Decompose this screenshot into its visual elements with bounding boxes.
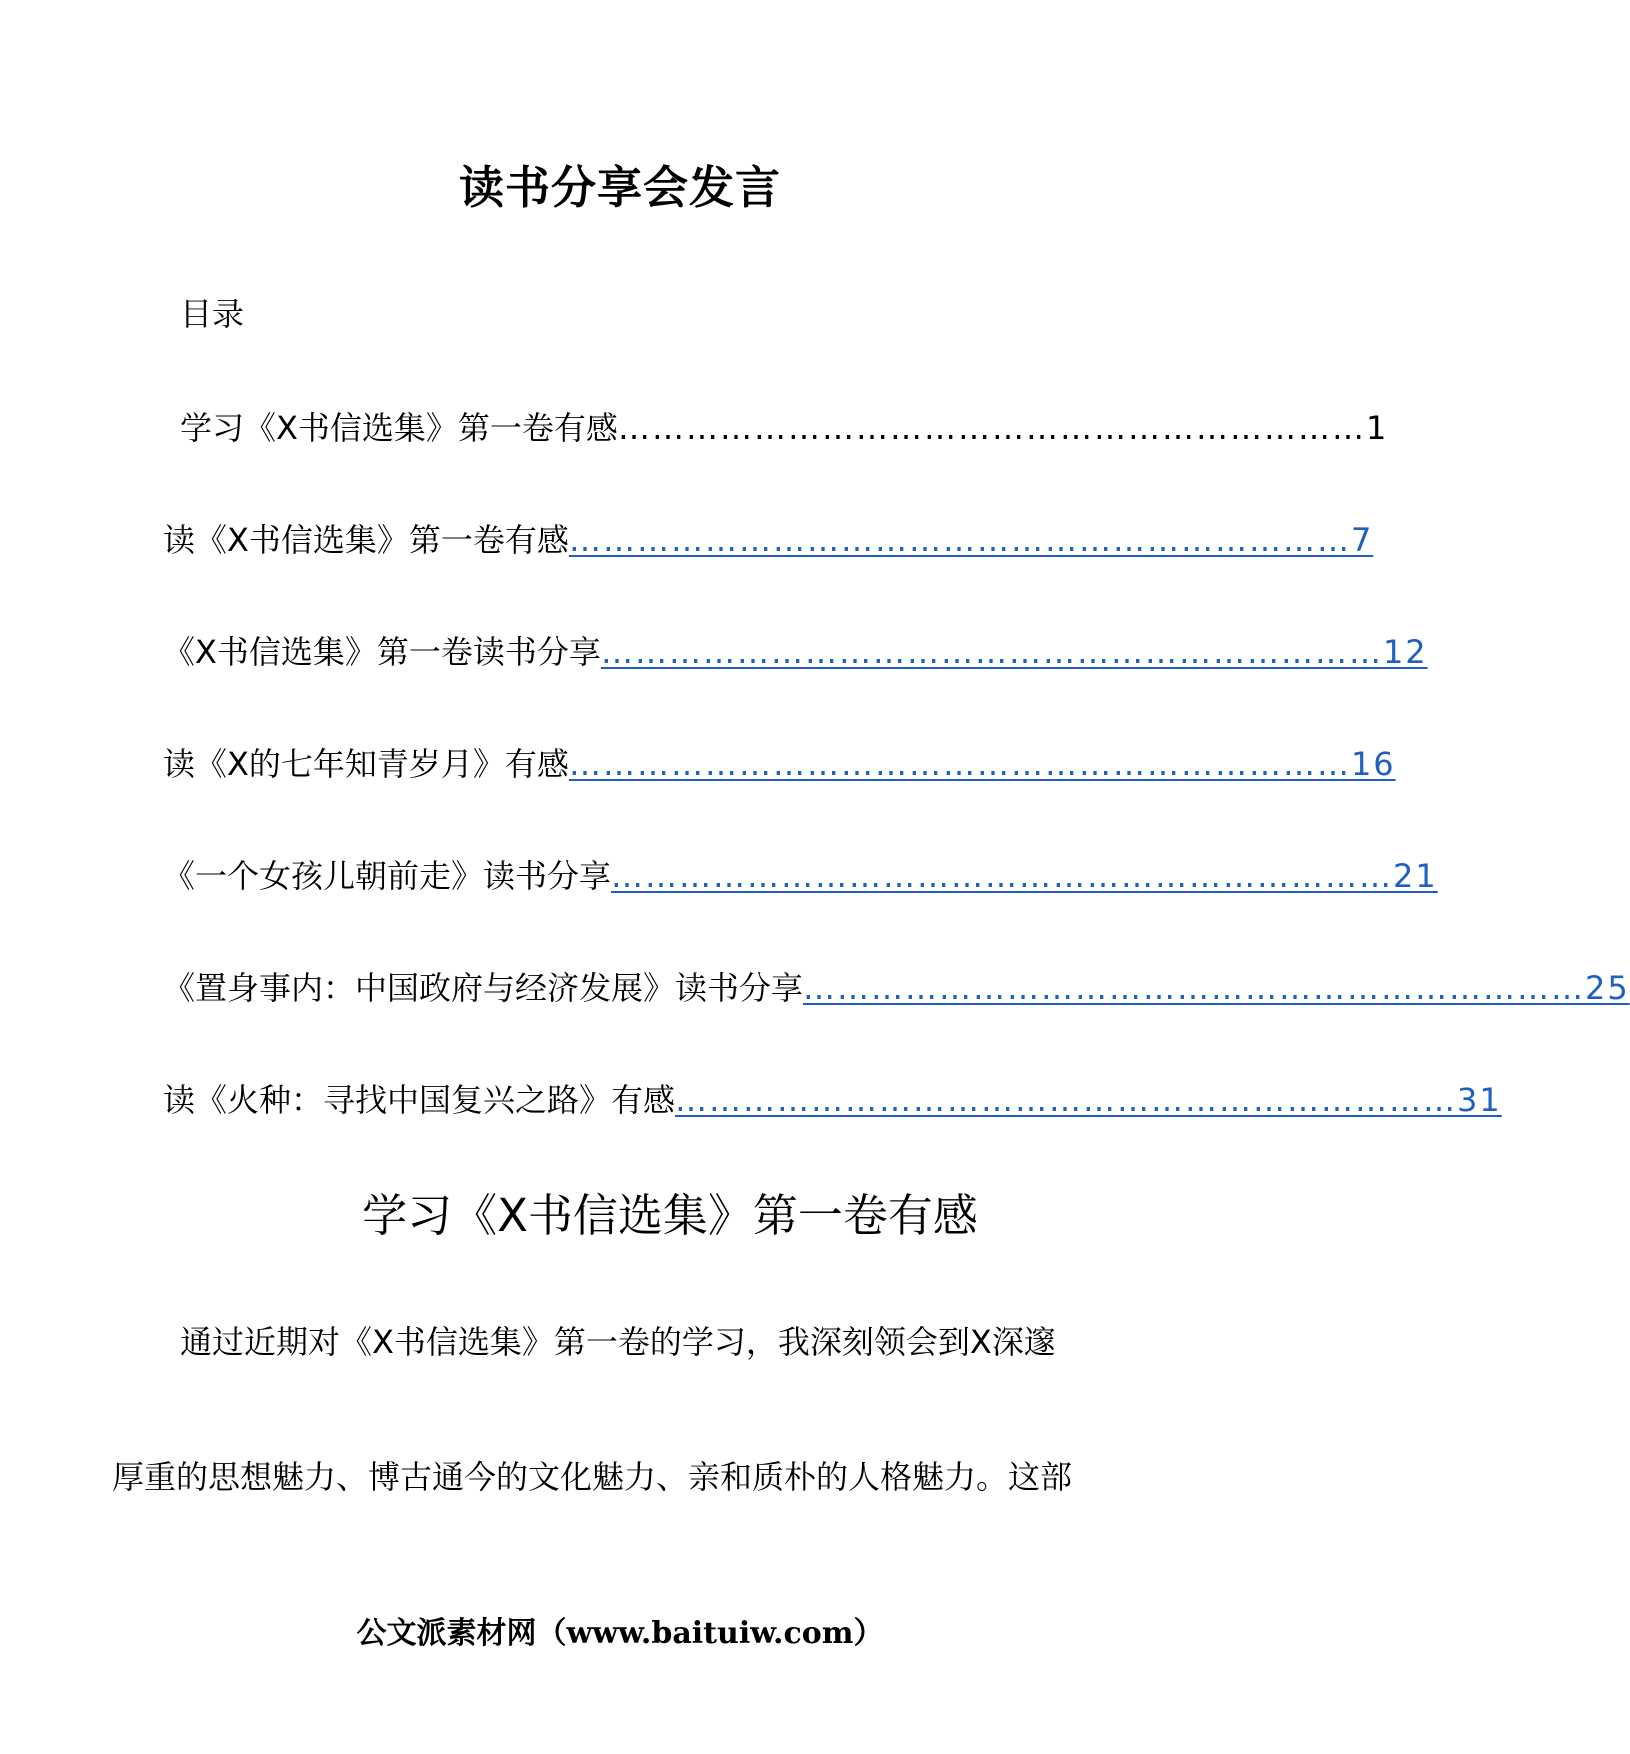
toc-entry-title: 《一个女孩儿朝前走》读书分享 bbox=[163, 857, 612, 895]
toc-entry-leader[interactable]: …………………………………………………………… bbox=[600, 633, 1383, 671]
toc-entry-page: 1 bbox=[1365, 409, 1389, 447]
toc-entry-title: 读《X书信选集》第一卷有感 bbox=[163, 521, 569, 559]
toc-entry-title: 读《X的七年知青岁月》有感 bbox=[163, 745, 569, 783]
toc-entry-page[interactable]: 12 bbox=[1382, 633, 1428, 671]
toc-entry-leader[interactable]: …………………………………………………………… bbox=[568, 745, 1351, 783]
toc-entry-title: 《置身事内：中国政府与经济发展》读书分享 bbox=[163, 969, 804, 1007]
footer-watermark: 公文派素材网（www.baituiw.com） bbox=[356, 1616, 884, 1651]
toc-entry-leader[interactable]: …………………………………………………………… bbox=[611, 857, 1394, 895]
toc-entry-link[interactable] bbox=[163, 512, 1374, 562]
toc-heading: 目录 bbox=[180, 295, 245, 333]
toc-entry-link[interactable] bbox=[163, 960, 1630, 1010]
toc-entry-title: 学习《X书信选集》第一卷有感 bbox=[180, 409, 618, 447]
toc-entry-leader[interactable]: …………………………………………………………… bbox=[803, 969, 1586, 1007]
toc-entry bbox=[180, 400, 1389, 450]
toc-entry-page[interactable]: 25 bbox=[1585, 969, 1630, 1007]
toc-entry-page[interactable]: 31 bbox=[1457, 1081, 1502, 1119]
toc-entry-leader[interactable]: …………………………………………………………… bbox=[568, 521, 1351, 559]
toc-entry-page[interactable]: 7 bbox=[1350, 521, 1374, 559]
toc-entry-title: 《X书信选集》第一卷读书分享 bbox=[163, 633, 601, 671]
toc-entry-link[interactable] bbox=[163, 624, 1428, 674]
toc-entry-link[interactable] bbox=[163, 1072, 1502, 1122]
toc-entry-link[interactable] bbox=[163, 848, 1438, 898]
toc-entry-leader: ………………………………………………………… bbox=[617, 409, 1366, 447]
toc-entry-title: 读《火种：寻找中国复兴之路》有感 bbox=[163, 1081, 676, 1119]
toc-entry-link[interactable] bbox=[163, 736, 1396, 786]
toc-entry-page[interactable]: 21 bbox=[1393, 857, 1438, 895]
document-title: 读书分享会发言 bbox=[458, 161, 781, 214]
toc-entry-page[interactable]: 16 bbox=[1350, 745, 1396, 783]
paragraph-line: 厚重的思想魅力、博古通今的文化魅力、亲和质朴的人格魅力。这部 bbox=[112, 1458, 1073, 1496]
paragraph-line: 通过近期对《X书信选集》第一卷的学习，我深刻领会到X深邃 bbox=[180, 1323, 1056, 1361]
toc-entry-leader[interactable]: …………………………………………………………… bbox=[675, 1081, 1458, 1119]
section-heading: 学习《X书信选集》第一卷有感 bbox=[362, 1189, 978, 1242]
